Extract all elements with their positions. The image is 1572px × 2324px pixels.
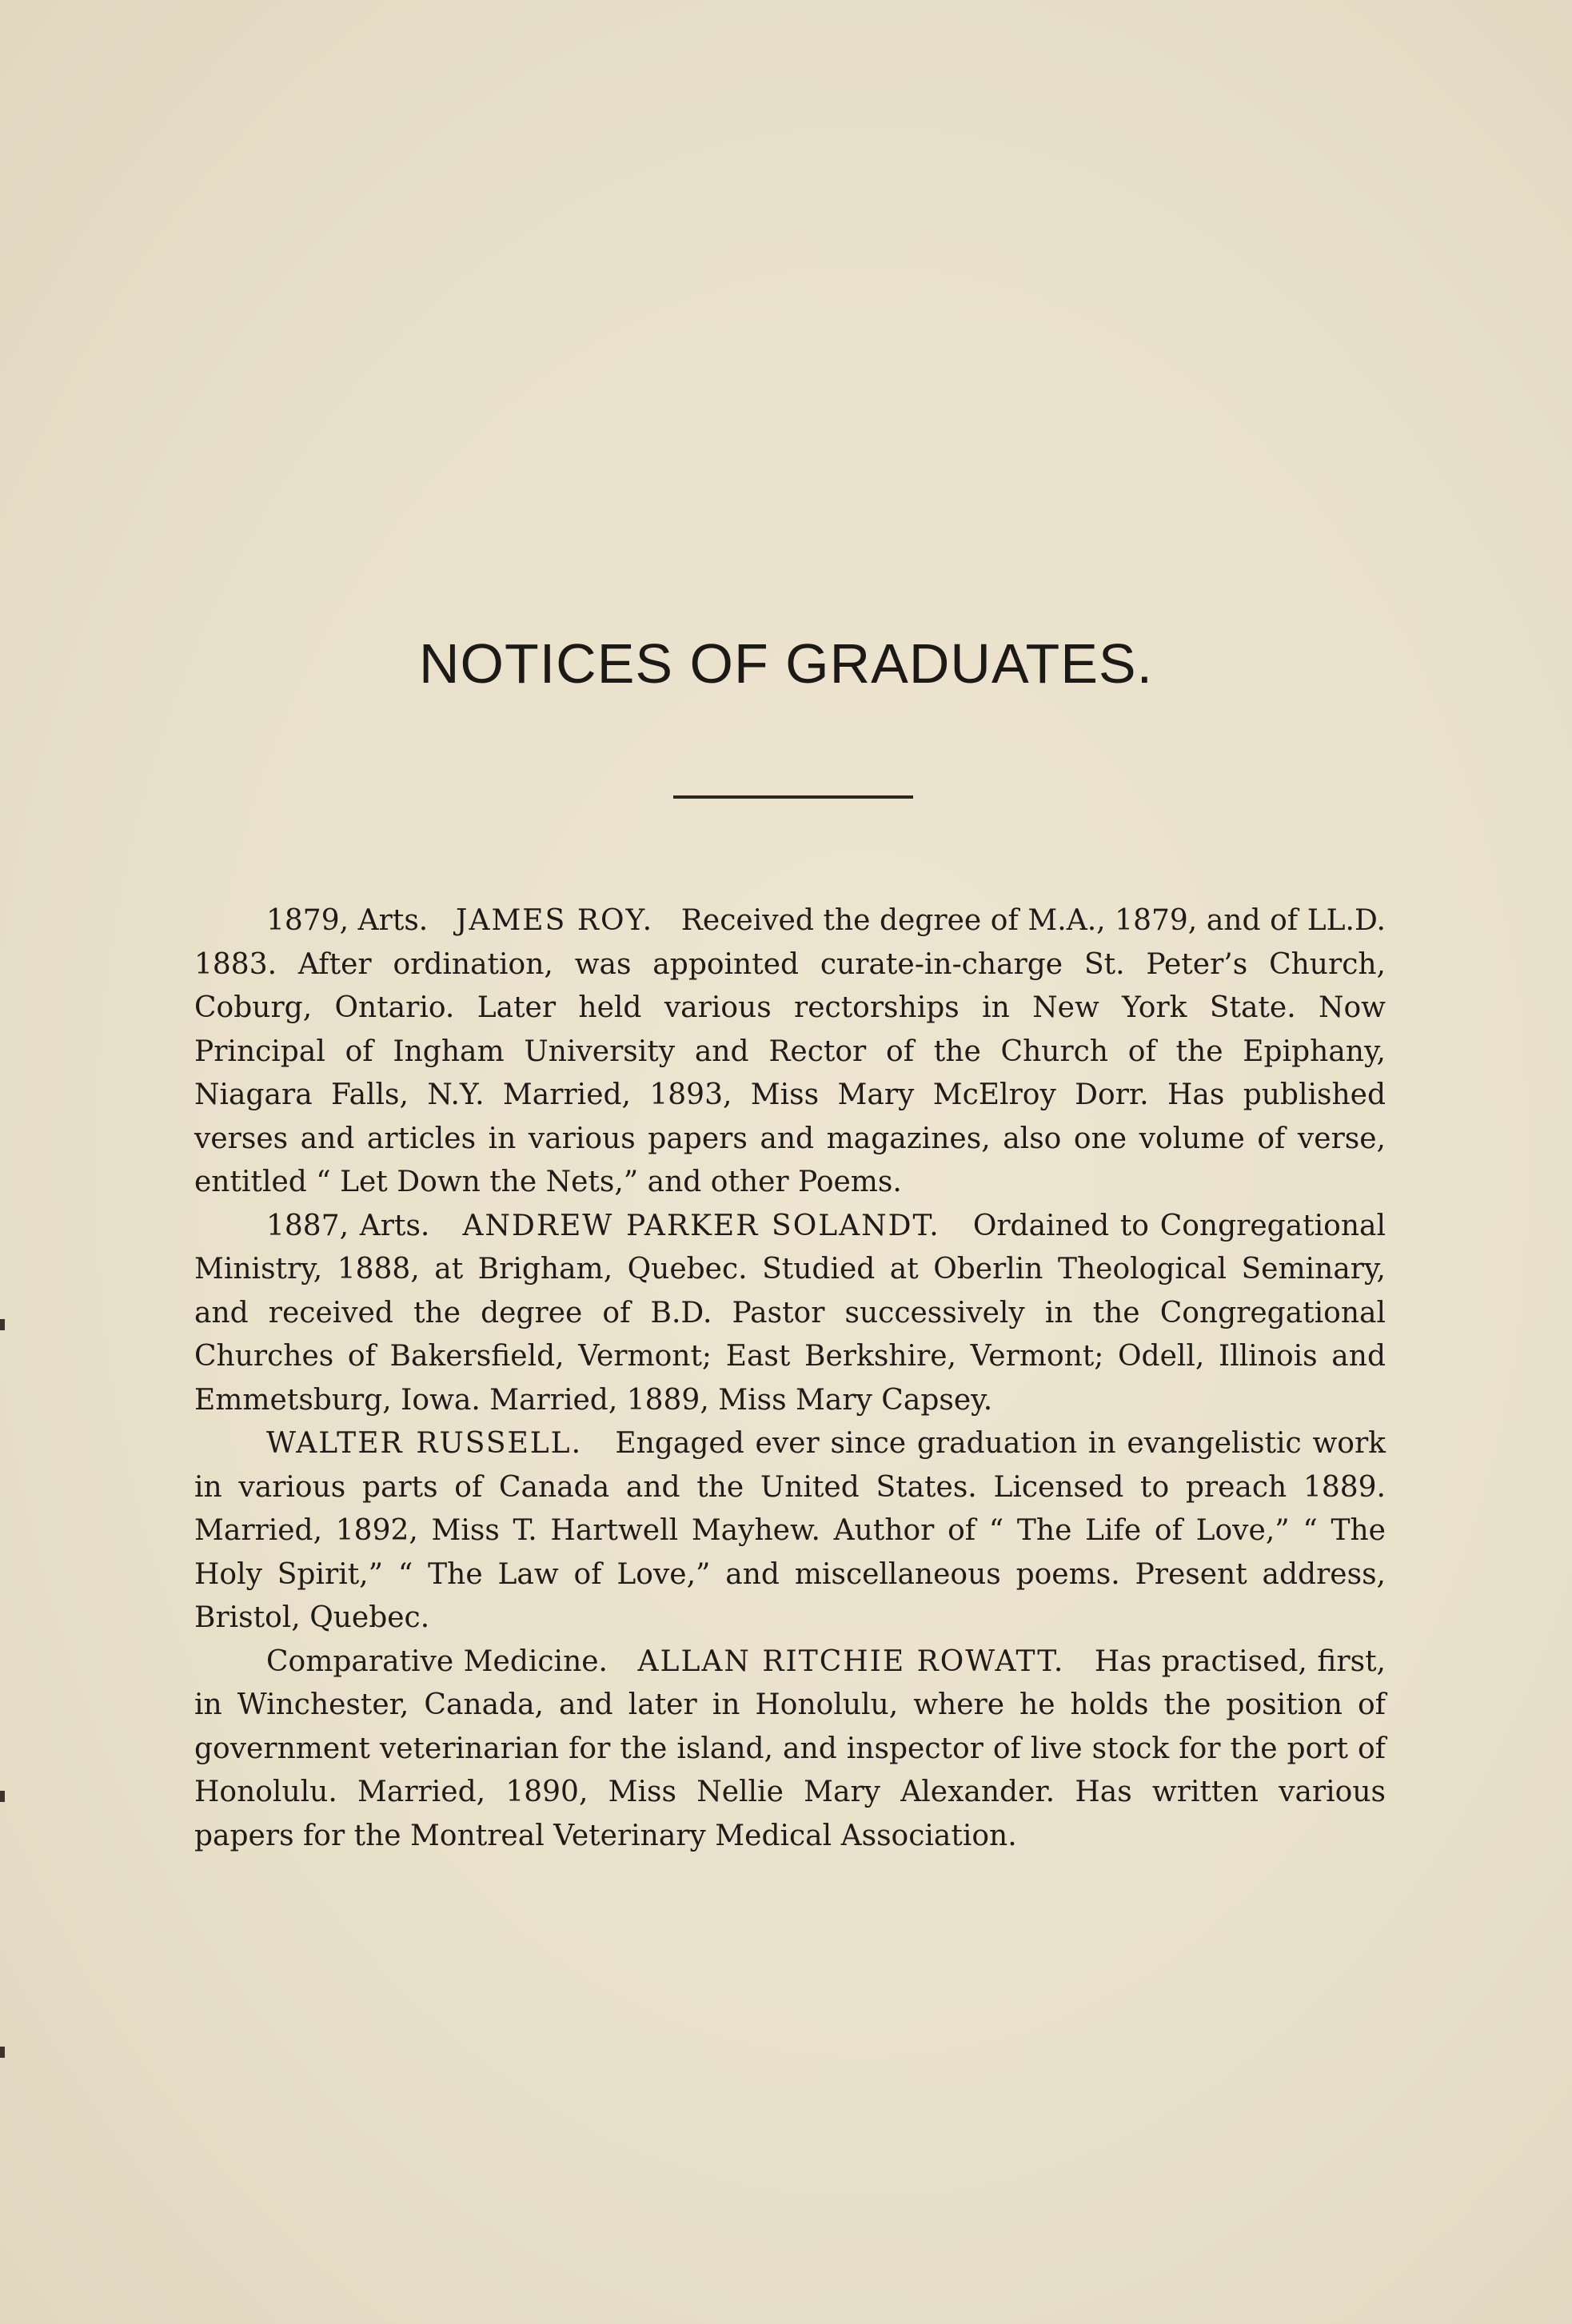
entry-text: Engaged ever since graduation in evangelistic work in various parts of Canada and the United States. Licensed to preach 1889. Married, 1892, Miss T. Hartwell Mayhew. Author of “ The Life of Love,” “ The Holy Spirit,” “ The Law of Love,” and miscellaneous poems. Present address, Bristol, Quebec.	[194, 1427, 1386, 1634]
entry-andrew-parker-solandt	[194, 1205, 1386, 1423]
notices-body	[194, 899, 1386, 1858]
entry-lead: 1879, Arts.	[266, 904, 429, 937]
entry-james-roy	[194, 899, 1386, 1205]
binding-mark	[0, 2047, 5, 2058]
entry-walter-russell	[194, 1422, 1386, 1640]
page-title: NOTICES OF GRADUATES.	[418, 632, 1154, 695]
entry-text: Ordained to Congregational Ministry, 1888, at Brigham, Quebec. Studied at Oberlin Theological Seminary, and received the degree of B.D. Pastor successively in the Congregational Churches of Bakersfield, Vermont; East Berkshire, Vermont; Odell, Illinois and Emmetsburg, Iowa. Married, 1889, Miss Mary Capsey.	[194, 1209, 1386, 1417]
entry-name: ALLAN RITCHIE ROWATT.	[637, 1644, 1065, 1678]
title-rule	[673, 795, 913, 799]
entry-lead: Comparative Medicine.	[266, 1644, 608, 1678]
entry-allan-ritchie-rowatt	[194, 1640, 1386, 1859]
entry-name: JAMES ROY.	[456, 904, 654, 937]
entry-name: WALTER RUSSELL.	[266, 1427, 583, 1460]
binding-mark	[0, 1791, 5, 1802]
entry-name: ANDREW PARKER SOLANDT.	[462, 1209, 940, 1242]
entry-lead: 1887, Arts.	[266, 1209, 430, 1242]
binding-mark	[0, 1319, 5, 1330]
entry-text: Received the degree of M.A., 1879, and of LL.D. 1883. After ordination, was appointed curate-in-charge St. Peter’s Church, Coburg, Ontario. Later held various rectorships in New York State. Now Principal of Ingham University and Rector of the Church of the Epiphany, Niagara Falls, N.Y. Married, 1893, Miss Mary McElroy Dorr. Has published verses and articles in various papers and magazines, also one volume of verse, entitled “ Let Down the Nets,” and other Poems.	[194, 904, 1386, 1198]
entry-text: Has practised, first, in Winchester, Canada, and later in Honolulu, where he holds the position of government veterinarian for the island, and inspector of live stock for the port of Honolulu. Married, 1890, Miss Nellie Mary Alexander. Has written various papers for the Montreal Veterinary Medical Association.	[194, 1644, 1386, 1852]
